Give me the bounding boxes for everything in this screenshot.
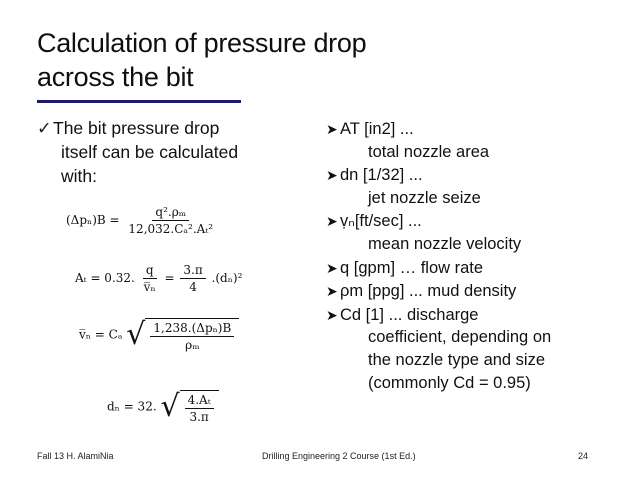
formula-2-denominator-b: 4: [189, 280, 197, 294]
definition-item: ➤ ṿₙ[ft/sec] ... mean nozzle velocity: [326, 212, 522, 253]
formula-3-denominator: ρₘ: [185, 338, 200, 352]
definition-item: ➤ dn [1/32] ... jet nozzle seize: [326, 166, 481, 207]
footer-author: Fall 13 H. AlamiNia: [37, 451, 114, 461]
formula-1-denominator: 12,032.Cₐ².Aₜ²: [128, 222, 214, 236]
formula-nozzle-area: [75, 263, 242, 294]
formula-2-equals: =: [164, 271, 175, 285]
formula-2-tail: .(dₙ)²: [211, 271, 243, 285]
formula-3-lhs: v̅ₙ = Cₐ: [79, 327, 123, 342]
left-bullet: [37, 116, 307, 188]
formula-2-denominator-a: v̅ₙ: [143, 280, 156, 294]
formula-4-sqrt: [160, 390, 218, 424]
sqrt-icon: √: [126, 317, 146, 352]
footer-page-number: 24: [578, 451, 589, 461]
check-icon: ✓: [37, 118, 52, 138]
arrow-bullet-icon: ➤: [326, 121, 338, 137]
arrow-bullet-icon: ➤: [326, 167, 338, 184]
definition-item: ➤ AT [in2] ... total nozzle area: [326, 120, 490, 161]
footer-course: Drilling Engineering 2 Course (1st Ed.): [262, 451, 416, 461]
formula-bit-pressure-drop: [66, 205, 218, 236]
formula-4-denominator: 3.π: [189, 410, 209, 424]
formula-2-fraction-b: [180, 263, 205, 294]
formula-3-sqrt: [126, 318, 239, 352]
formula-1-fraction: [125, 205, 216, 236]
left-text-line-2: itself can be calculated: [61, 142, 239, 162]
formula-1-numerator: q².ρₘ: [152, 205, 189, 221]
formula-3-fraction: [150, 321, 234, 352]
arrow-bullet-icon: ➤: [326, 283, 338, 300]
formula-2-numerator-a: q: [143, 263, 157, 279]
slide-title: [37, 26, 597, 94]
definition-item: ➤ q [gpm] … flow rate: [326, 257, 626, 280]
arrow-bullet-icon: ➤: [326, 259, 338, 276]
formula-nozzle-velocity: [79, 318, 239, 352]
arrow-bullet-icon: ➤: [326, 213, 338, 230]
arrow-bullet-icon: ➤: [326, 306, 338, 323]
formula-1-lhs: (Δpₙ)Β =: [66, 213, 120, 227]
title-line-2: across the bit: [37, 62, 194, 92]
definition-item: ➤ ρm [ppg] ... mud density: [326, 280, 626, 303]
formula-4-lhs: dₙ = 32.: [107, 399, 157, 414]
formula-2-fraction-a: [141, 263, 159, 294]
left-text-line-3: with:: [61, 166, 97, 186]
formula-2-lhs: Aₜ = 0.32.: [75, 271, 135, 285]
title-line-1: Calculation of pressure drop: [37, 28, 367, 58]
title-underline: [37, 100, 241, 103]
formula-nozzle-diameter: [107, 390, 219, 424]
formula-3-numerator: 1,238.(Δpₙ)Β: [150, 321, 234, 337]
variable-definitions: [326, 118, 626, 395]
left-text-line-1: The bit pressure drop: [53, 118, 220, 138]
formula-2-numerator-b: 3.π: [180, 263, 205, 279]
definition-item: ➤ Cd [1] ... discharge coefficient, depending on the nozzle type and size (commonly Cd = 0.95): [326, 305, 552, 392]
sqrt-icon: √: [160, 389, 180, 424]
formula-4-fraction: [185, 393, 214, 424]
formula-4-numerator: 4.Aₜ: [185, 393, 214, 409]
